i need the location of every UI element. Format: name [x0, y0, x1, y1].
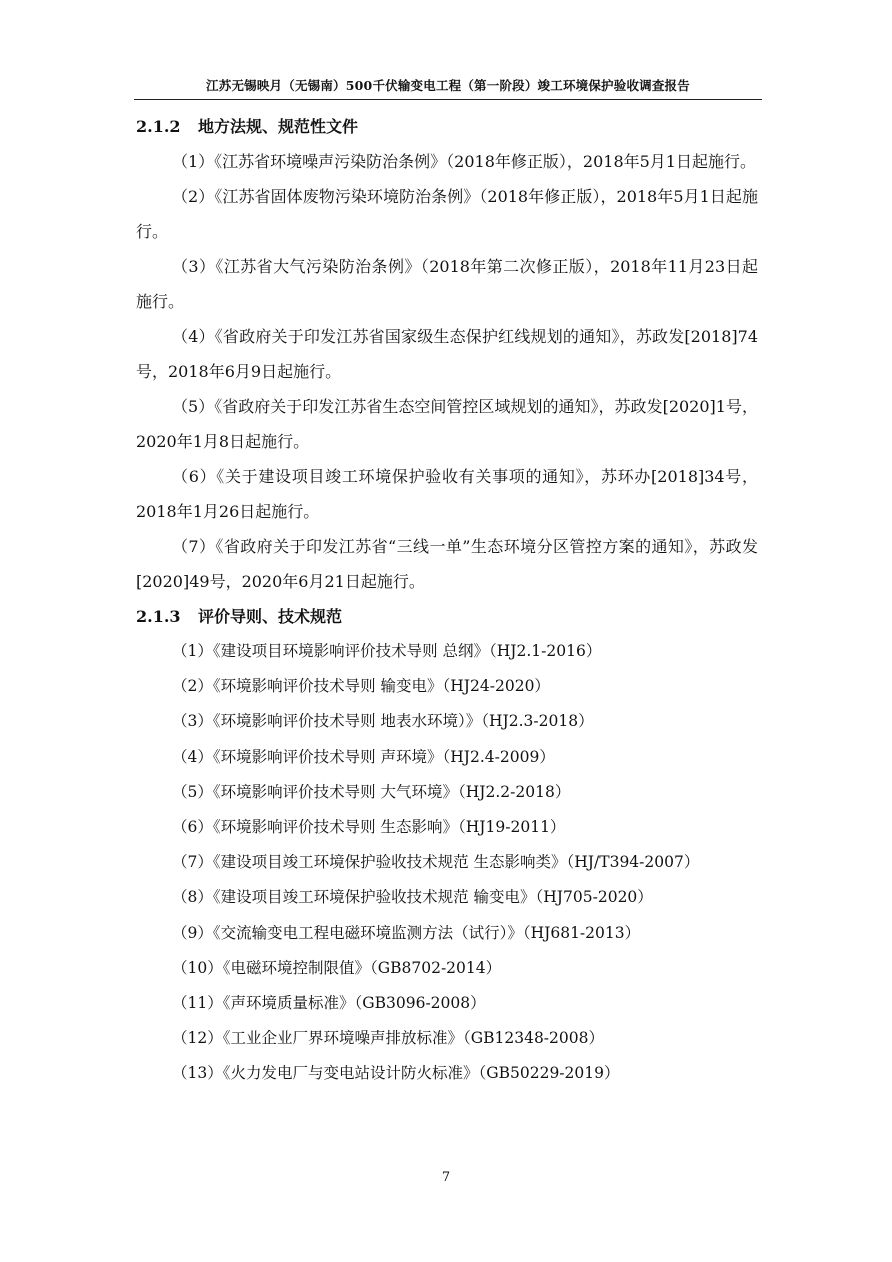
section-number: 2.1.2	[136, 117, 181, 136]
standard-list-item: （12）《工业企业厂界环境噪声排放标准》（GB12348-2008）	[172, 1029, 604, 1048]
page-content	[136, 109, 758, 1091]
regulation-paragraph: （5）《省政府关于印发江苏省生态空间管控区域规划的通知》，苏政发[2020]1号，2020年1月8日起施行。	[136, 397, 758, 451]
page-number: 7	[441, 1170, 451, 1185]
standard-list-item: （3）《环境影响评价技术导则 地表水环境）》（HJ2.3-2018）	[172, 712, 594, 731]
section-heading-2-1-2	[136, 109, 758, 144]
standard-list-item: （7）《建设项目竣工环境保护验收技术规范 生态影响类》（HJ/T394-2007）	[172, 853, 700, 872]
standard-list-item: （5）《环境影响评价技术导则 大气环境》（HJ2.2-2018）	[172, 782, 571, 801]
regulation-paragraph: （2）《江苏省固体废物污染环境防治条例》（2018年修正版），2018年5月1日起施行。	[136, 187, 758, 241]
standard-list-item: （8）《建设项目竣工环境保护验收技术规范 输变电》（HJ705-2020）	[172, 888, 653, 907]
standard-list-item: （4）《环境影响评价技术导则 声环境》（HJ2.4-2009）	[172, 747, 555, 766]
standard-list-item: （6）《环境影响评价技术导则 生态影响》（HJ19-2011）	[172, 817, 566, 836]
standard-list-item: （11）《声环境质量标准》（GB3096-2008）	[172, 993, 486, 1012]
section-title: 地方法规、规范性文件	[198, 117, 359, 136]
standard-list-item: （2）《环境影响评价技术导则 输变电》（HJ24-2020）	[172, 677, 550, 696]
standard-list-item: （10）《电磁环境控制限值》（GB8702-2014）	[172, 958, 502, 977]
regulation-paragraph: （6）《关于建设项目竣工环境保护验收有关事项的通知》，苏环办[2018]34号，2018年1月26日起施行。	[136, 467, 758, 521]
section-title: 评价导则、技术规范	[198, 607, 343, 626]
regulation-paragraph: （7）《省政府关于印发江苏省“三线一单”生态环境分区管控方案的通知》，苏政发[2020]49号，2020年6月21日起施行。	[136, 537, 758, 591]
section-number: 2.1.3	[136, 607, 181, 626]
regulation-paragraph: （4）《省政府关于印发江苏省国家级生态保护红线规划的通知》，苏政发[2018]74号，2018年6月9日起施行。	[136, 327, 758, 381]
regulation-paragraph: （3）《江苏省大气污染防治条例》（2018年第二次修正版），2018年11月23日起施行。	[136, 257, 758, 311]
section-heading-2-1-3	[136, 599, 758, 634]
report-header-title: 江苏无锡映月（无锡南）500千伏输变电工程（第一阶段）竣工环境保护验收调查报告	[206, 78, 690, 93]
regulation-paragraph: （1）《江苏省环境噪声污染防治条例》（2018年修正版），2018年5月1日起施行。	[172, 152, 756, 171]
header-divider	[134, 99, 762, 100]
standard-list-item: （9）《交流输变电工程电磁环境监测方法（试行）》（HJ681-2013）	[172, 923, 641, 942]
standard-list-item: （1）《建设项目环境影响评价技术导则 总纲》（HJ2.1-2016）	[172, 642, 602, 660]
standard-list-item: （13）《火力发电厂与变电站设计防火标准》（GB50229-2019）	[172, 1064, 620, 1083]
